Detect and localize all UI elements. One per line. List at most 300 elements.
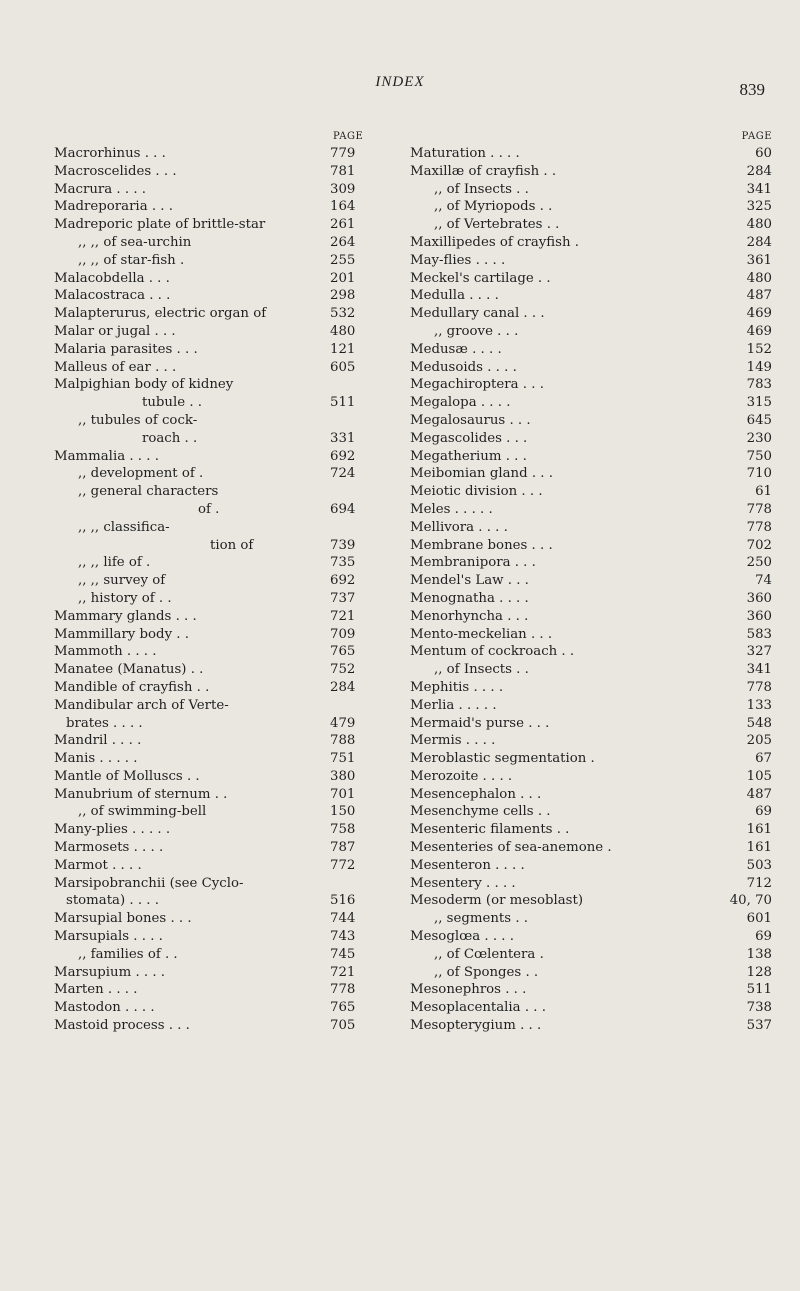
index-entry (54, 554, 384, 572)
entry-page-number: 778 (330, 982, 356, 998)
entry-term: Mesonephros . . . (410, 982, 527, 998)
entry-page-number: 128 (746, 964, 772, 980)
index-entry (54, 590, 384, 608)
index-entry (410, 964, 772, 982)
entry-term: Menognatha . . . . (410, 590, 529, 606)
entry-term: Marsupial bones . . . (54, 911, 192, 927)
entry-term: Mesoplacentalia . . . (410, 1000, 546, 1016)
entry-term: Mandril . . . . (54, 733, 142, 749)
entry-term: Megachiroptera . . . (410, 377, 544, 393)
entry-page-number: 738 (746, 1000, 772, 1016)
index-entry (410, 839, 772, 857)
entry-page-number: 778 (746, 519, 772, 535)
entry-page-number: 692 (330, 573, 356, 589)
index-entry (410, 626, 772, 644)
entry-page-number: 778 (746, 679, 772, 695)
entry-page-number: 331 (330, 430, 356, 446)
entry-term: Megatherium . . . (410, 448, 527, 464)
index-entry (54, 198, 384, 216)
entry-page-number: 702 (746, 537, 772, 553)
entry-term: May-flies . . . . (410, 252, 506, 268)
index-entry (410, 376, 772, 394)
index-entry (54, 964, 384, 982)
index-entry (410, 252, 772, 270)
index-entry (54, 287, 384, 305)
entry-page-number: 735 (330, 555, 356, 571)
index-entry (410, 857, 772, 875)
entry-page-number: 751 (330, 751, 356, 767)
entry-page-number: 341 (746, 662, 772, 678)
entry-page-number: 692 (330, 448, 356, 464)
entry-page-number: 712 (746, 875, 772, 891)
entry-page-number: 710 (746, 466, 772, 482)
entry-term: Marsipobranchii (see Cyclo- (54, 875, 244, 891)
entry-page-number: 341 (746, 181, 772, 197)
entry-page-number: 705 (330, 1018, 356, 1034)
entry-term: Membrane bones . . . (410, 537, 553, 553)
entry-term: Merozoite . . . . (410, 768, 513, 784)
index-entry (410, 715, 772, 733)
index-entry (54, 376, 384, 394)
index-entry (410, 341, 772, 359)
index-entry (54, 145, 384, 163)
entry-term: ,, development of . (78, 466, 204, 482)
page-column-heading: PAGE (333, 131, 364, 142)
entry-page-number: 284 (746, 234, 772, 250)
entry-page-number: 380 (330, 768, 356, 784)
entry-term: tion of (210, 537, 254, 553)
index-entry (54, 519, 384, 537)
entry-term: Manatee (Manatus) . . (54, 662, 204, 678)
index-entry (410, 519, 772, 537)
entry-page-number: 325 (746, 199, 772, 215)
entry-page-number: 360 (746, 590, 772, 606)
index-entry (54, 181, 384, 199)
entry-term: stomata) . . . . (66, 893, 159, 909)
entry-term: Mesenteric filaments . . (410, 822, 570, 838)
entry-term: Menorhyncha . . . (410, 608, 529, 624)
entry-term: Macrorhinus . . . (54, 146, 166, 161)
index-entry (54, 999, 384, 1017)
index-entry (410, 981, 772, 999)
entry-page-number: 787 (330, 840, 356, 856)
index-entry (410, 643, 772, 661)
entry-page-number: 230 (746, 430, 772, 446)
entry-term: Mermaid's purse . . . (410, 715, 550, 731)
entry-page-number: 772 (330, 857, 356, 873)
entry-page-number: 469 (746, 306, 772, 322)
entry-page-number: 149 (746, 359, 772, 375)
index-entry (410, 910, 772, 928)
entry-page-number: 469 (746, 323, 772, 339)
entry-page-number: 480 (746, 217, 772, 233)
page-column-heading: PAGE (741, 131, 772, 142)
index-entries-right (410, 145, 772, 1035)
entry-page-number: 532 (330, 306, 356, 322)
entry-page-number: 480 (746, 270, 772, 286)
index-entry (54, 359, 384, 377)
entry-term: Marsupials . . . . (54, 929, 163, 945)
index-entry (410, 572, 772, 590)
entry-term: Malleus of ear . . . (54, 359, 177, 375)
entry-page-number: 264 (330, 234, 356, 250)
entry-term: ,, of Vertebrates . . (434, 217, 560, 233)
entry-page-number: 255 (330, 252, 356, 268)
entry-term: ,, of Insects . . (434, 662, 529, 678)
index-entry (410, 661, 772, 679)
index-entry (410, 501, 772, 519)
entry-page-number: 138 (746, 946, 772, 962)
entry-term: Mantle of Molluscs . . (54, 768, 200, 784)
index-entry (410, 732, 772, 750)
entry-page-number: 152 (746, 341, 772, 357)
index-entry (54, 697, 384, 715)
entry-term: Megalopa . . . . (410, 395, 511, 411)
entry-term: Mesenteries of sea-anemone . (410, 840, 612, 856)
entry-page-number: 745 (330, 946, 356, 962)
entry-page-number: 298 (330, 288, 356, 304)
index-entry (410, 181, 772, 199)
index-entry (410, 323, 772, 341)
entry-page-number: 788 (330, 733, 356, 749)
entry-term: Merlia . . . . . (410, 697, 497, 713)
index-entry (54, 679, 384, 697)
entry-page-number: 60 (755, 146, 772, 161)
index-entry (54, 270, 384, 288)
entry-term: ,, of Sponges . . (434, 964, 539, 980)
index-entry (410, 465, 772, 483)
index-entry (54, 715, 384, 733)
entry-page-number: 161 (746, 822, 772, 838)
index-entry (54, 892, 384, 910)
index-entry (410, 821, 772, 839)
entry-page-number: 779 (330, 146, 356, 161)
entry-page-number: 133 (746, 697, 772, 713)
entry-page-number: 601 (746, 911, 772, 927)
entry-page-number: 503 (746, 857, 772, 873)
index-entry (54, 483, 384, 501)
entry-page-number: 327 (746, 644, 772, 660)
entry-term: ,, ,, survey of (78, 573, 166, 589)
entry-term: Mammary glands . . . (54, 608, 197, 624)
entry-term: ,, of Myriopods . . (434, 199, 553, 215)
entry-term: Marsupium . . . . (54, 964, 166, 980)
entry-term: brates . . . . (66, 715, 143, 731)
entry-term: ,, general characters (78, 484, 219, 500)
index-entry (54, 608, 384, 626)
entry-page-number: 161 (746, 840, 772, 856)
entry-page-number: 721 (330, 964, 356, 980)
entry-term: Mastoid process . . . (54, 1018, 190, 1034)
index-entry (410, 679, 772, 697)
entry-term: ,, groove . . . (434, 323, 519, 339)
index-entry (54, 928, 384, 946)
entry-term: Malacobdella . . . (54, 270, 170, 286)
entry-page-number: 511 (746, 982, 772, 998)
entry-term: Mammoth . . . . (54, 644, 157, 660)
index-entry (410, 448, 772, 466)
index-entry (54, 448, 384, 466)
entry-page-number: 781 (330, 163, 356, 179)
entry-term: Mellivora . . . . (410, 519, 508, 535)
entry-term: Marmosets . . . . (54, 840, 164, 856)
entry-page-number: 121 (330, 341, 356, 357)
index-entry (410, 803, 772, 821)
index-entry (410, 590, 772, 608)
index-entry (410, 359, 772, 377)
index-entry (54, 946, 384, 964)
entry-page-number: 758 (330, 822, 356, 838)
index-entry (410, 786, 772, 804)
entry-term: Mermis . . . . (410, 733, 496, 749)
entry-page-number: 737 (330, 590, 356, 606)
entry-page-number: 284 (330, 679, 356, 695)
entry-term: Mesenchyme cells . . (410, 804, 551, 820)
index-entry (54, 875, 384, 893)
entry-page-number: 261 (330, 217, 356, 233)
entry-page-number: 548 (746, 715, 772, 731)
index-entry (410, 198, 772, 216)
entry-term: Mesenteron . . . . (410, 857, 525, 873)
entry-term: Mammillary body . . (54, 626, 189, 642)
index-entry (54, 750, 384, 768)
index-entry (410, 234, 772, 252)
entry-term: Mento-meckelian . . . (410, 626, 553, 642)
entry-page-number: 724 (330, 466, 356, 482)
entry-term: roach . . (142, 430, 198, 446)
entry-term: Mesentery . . . . (410, 875, 516, 891)
entry-page-number: 69 (755, 929, 772, 945)
entry-page-number: 69 (755, 804, 772, 820)
entry-term: Meles . . . . . (410, 501, 493, 517)
index-entry (410, 216, 772, 234)
entry-term: Mesencephalon . . . (410, 786, 542, 802)
index-entry (410, 305, 772, 323)
index-entry (54, 323, 384, 341)
index-entry (410, 750, 772, 768)
entry-page-number: 67 (755, 751, 772, 767)
entry-page-number: 605 (330, 359, 356, 375)
entry-term: ,, ,, classifica- (78, 519, 170, 535)
index-entry (410, 892, 772, 910)
index-entry (54, 537, 384, 555)
index-entry (410, 946, 772, 964)
index-entry (54, 501, 384, 519)
entry-term: Marmot . . . . (54, 857, 142, 873)
index-entry (54, 465, 384, 483)
index-entry (54, 1017, 384, 1035)
entry-term: Mentum of cockroach . . (410, 644, 575, 660)
index-entry (410, 412, 772, 430)
entry-page-number: 74 (755, 573, 772, 589)
entry-term: Macroscelides . . . (54, 163, 177, 179)
index-entry (410, 1017, 772, 1035)
entry-page-number: 61 (755, 484, 772, 500)
entry-term: Malpighian body of kidney (54, 377, 234, 393)
entry-page-number: 315 (746, 395, 772, 411)
entry-term: Malacostraca . . . (54, 288, 171, 304)
entry-term: Mephitis . . . . (410, 679, 504, 695)
entry-term: Maxillipedes of crayfish . (410, 234, 579, 250)
entry-term: Megascolides . . . (410, 430, 528, 446)
index-entries-left (54, 145, 384, 1035)
entry-page-number: 583 (746, 626, 772, 642)
index-entry (54, 732, 384, 750)
entry-page-number: 164 (330, 199, 356, 215)
entry-term: Mesopterygium . . . (410, 1018, 542, 1034)
index-entry (54, 626, 384, 644)
entry-term: Mendel's Law . . . (410, 573, 529, 589)
entry-page-number: 105 (746, 768, 772, 784)
entry-term: Many-plies . . . . . (54, 822, 171, 838)
entry-page-number: 694 (330, 501, 356, 517)
entry-page-number: 479 (330, 715, 356, 731)
entry-term: Mandibular arch of Verte- (54, 697, 229, 713)
entry-term: ,, ,, life of . (78, 555, 151, 571)
index-entry (410, 928, 772, 946)
entry-term: Malapterurus, electric organ of (54, 306, 267, 322)
entry-term: ,, of Insects . . (434, 181, 529, 197)
entry-page-number: 537 (746, 1018, 772, 1034)
index-entry (54, 305, 384, 323)
entry-term: Mandible of crayfish . . (54, 679, 210, 695)
entry-page-number: 752 (330, 662, 356, 678)
index-entry (54, 661, 384, 679)
index-entry (54, 216, 384, 234)
entry-term: Mammalia . . . . (54, 448, 159, 464)
entry-page-number: 701 (330, 786, 356, 802)
page-number: 839 (739, 80, 765, 99)
index-entry (410, 768, 772, 786)
index-entry (410, 163, 772, 181)
entry-page-number: 750 (746, 448, 772, 464)
entry-page-number: 721 (330, 608, 356, 624)
entry-page-number: 40, 70 (729, 893, 772, 909)
entry-term: Membranipora . . . (410, 555, 536, 571)
entry-term: ,, ,, of star-fish . (78, 252, 185, 268)
entry-term: tubule . . (142, 395, 203, 411)
entry-page-number: 739 (330, 537, 356, 553)
index-entry (410, 430, 772, 448)
entry-term: Medusoids . . . . (410, 359, 517, 375)
entry-page-number: 361 (746, 252, 772, 268)
index-entry (54, 910, 384, 928)
entry-term: Macrura . . . . (54, 181, 147, 197)
entry-term: Mastodon . . . . (54, 1000, 155, 1016)
entry-term: Medullary canal . . . (410, 306, 545, 322)
index-entry (410, 608, 772, 626)
entry-term: Manis . . . . . (54, 751, 138, 767)
entry-term: Meiotic division . . . (410, 484, 543, 500)
entry-term: Maxillæ of crayfish . . (410, 163, 557, 179)
index-entry (410, 145, 772, 163)
entry-page-number: 487 (746, 288, 772, 304)
entry-term: ,, of Cœlentera . (434, 946, 544, 962)
entry-page-number: 709 (330, 626, 356, 642)
entry-page-number: 150 (330, 804, 356, 820)
index-entry (410, 697, 772, 715)
index-entry (410, 287, 772, 305)
entry-page-number: 250 (746, 555, 772, 571)
entry-page-number: 778 (746, 501, 772, 517)
entry-term: Madreporaria . . . (54, 199, 173, 215)
index-entry (410, 554, 772, 572)
index-entry (410, 394, 772, 412)
entry-page-number: 783 (746, 377, 772, 393)
index-entry (410, 875, 772, 893)
entry-term: Malaria parasites . . . (54, 341, 198, 357)
index-entry (54, 857, 384, 875)
index-entry (54, 394, 384, 412)
index-entry (54, 821, 384, 839)
entry-term: Meibomian gland . . . (410, 466, 553, 482)
entry-page-number: 309 (330, 181, 356, 197)
entry-page-number: 480 (330, 323, 356, 339)
entry-term: ,, tubules of cock- (78, 412, 198, 428)
entry-term: Medusæ . . . . (410, 341, 502, 357)
entry-term: ,, history of . . (78, 590, 172, 606)
entry-page-number: 201 (330, 270, 356, 286)
index-entry (410, 270, 772, 288)
index-entry (54, 412, 384, 430)
entry-term: Marten . . . . (54, 982, 138, 998)
index-entry (54, 163, 384, 181)
index-entry (54, 803, 384, 821)
index-entry (54, 430, 384, 448)
index-entry (54, 786, 384, 804)
entry-page-number: 743 (330, 929, 356, 945)
index-entry (54, 234, 384, 252)
entry-page-number: 516 (330, 893, 356, 909)
index-entry (410, 999, 772, 1017)
entry-term: Meckel's cartilage . . (410, 270, 551, 286)
page-header (0, 74, 800, 104)
entry-term: Maturation . . . . (410, 146, 520, 161)
entry-term: Medulla . . . . (410, 288, 499, 304)
entry-page-number: 645 (746, 412, 772, 428)
entry-term: Malar or jugal . . . (54, 323, 176, 339)
entry-page-number: 360 (746, 608, 772, 624)
entry-page-number: 487 (746, 786, 772, 802)
index-entry (54, 643, 384, 661)
entry-term: Meroblastic segmentation . (410, 751, 595, 767)
page-title: INDEX (375, 74, 425, 90)
entry-page-number: 511 (330, 395, 356, 411)
entry-page-number: 744 (330, 911, 356, 927)
index-entry (410, 483, 772, 501)
index-entry (54, 252, 384, 270)
entry-term: of . (198, 501, 220, 517)
index-entry (410, 537, 772, 555)
entry-page-number: 284 (746, 163, 772, 179)
entry-term: Mesoderm (or mesoblast) (410, 893, 584, 909)
index-entry (54, 839, 384, 857)
index-entry (54, 981, 384, 999)
entry-term: ,, families of . . (78, 946, 178, 962)
entry-term: Mesoglœa . . . . (410, 929, 514, 945)
index-entry (54, 768, 384, 786)
entry-term: Madreporic plate of brittle-star (54, 217, 266, 233)
index-entry (54, 572, 384, 590)
entry-term: Megalosaurus . . . (410, 412, 531, 428)
entry-page-number: 205 (746, 733, 772, 749)
index-entry (54, 341, 384, 359)
entry-page-number: 765 (330, 1000, 356, 1016)
entry-page-number: 765 (330, 644, 356, 660)
entry-term: Manubrium of sternum . . (54, 786, 228, 802)
entry-term: ,, of swimming-bell (78, 804, 207, 820)
entry-term: ,, ,, of sea-urchin (78, 234, 192, 250)
